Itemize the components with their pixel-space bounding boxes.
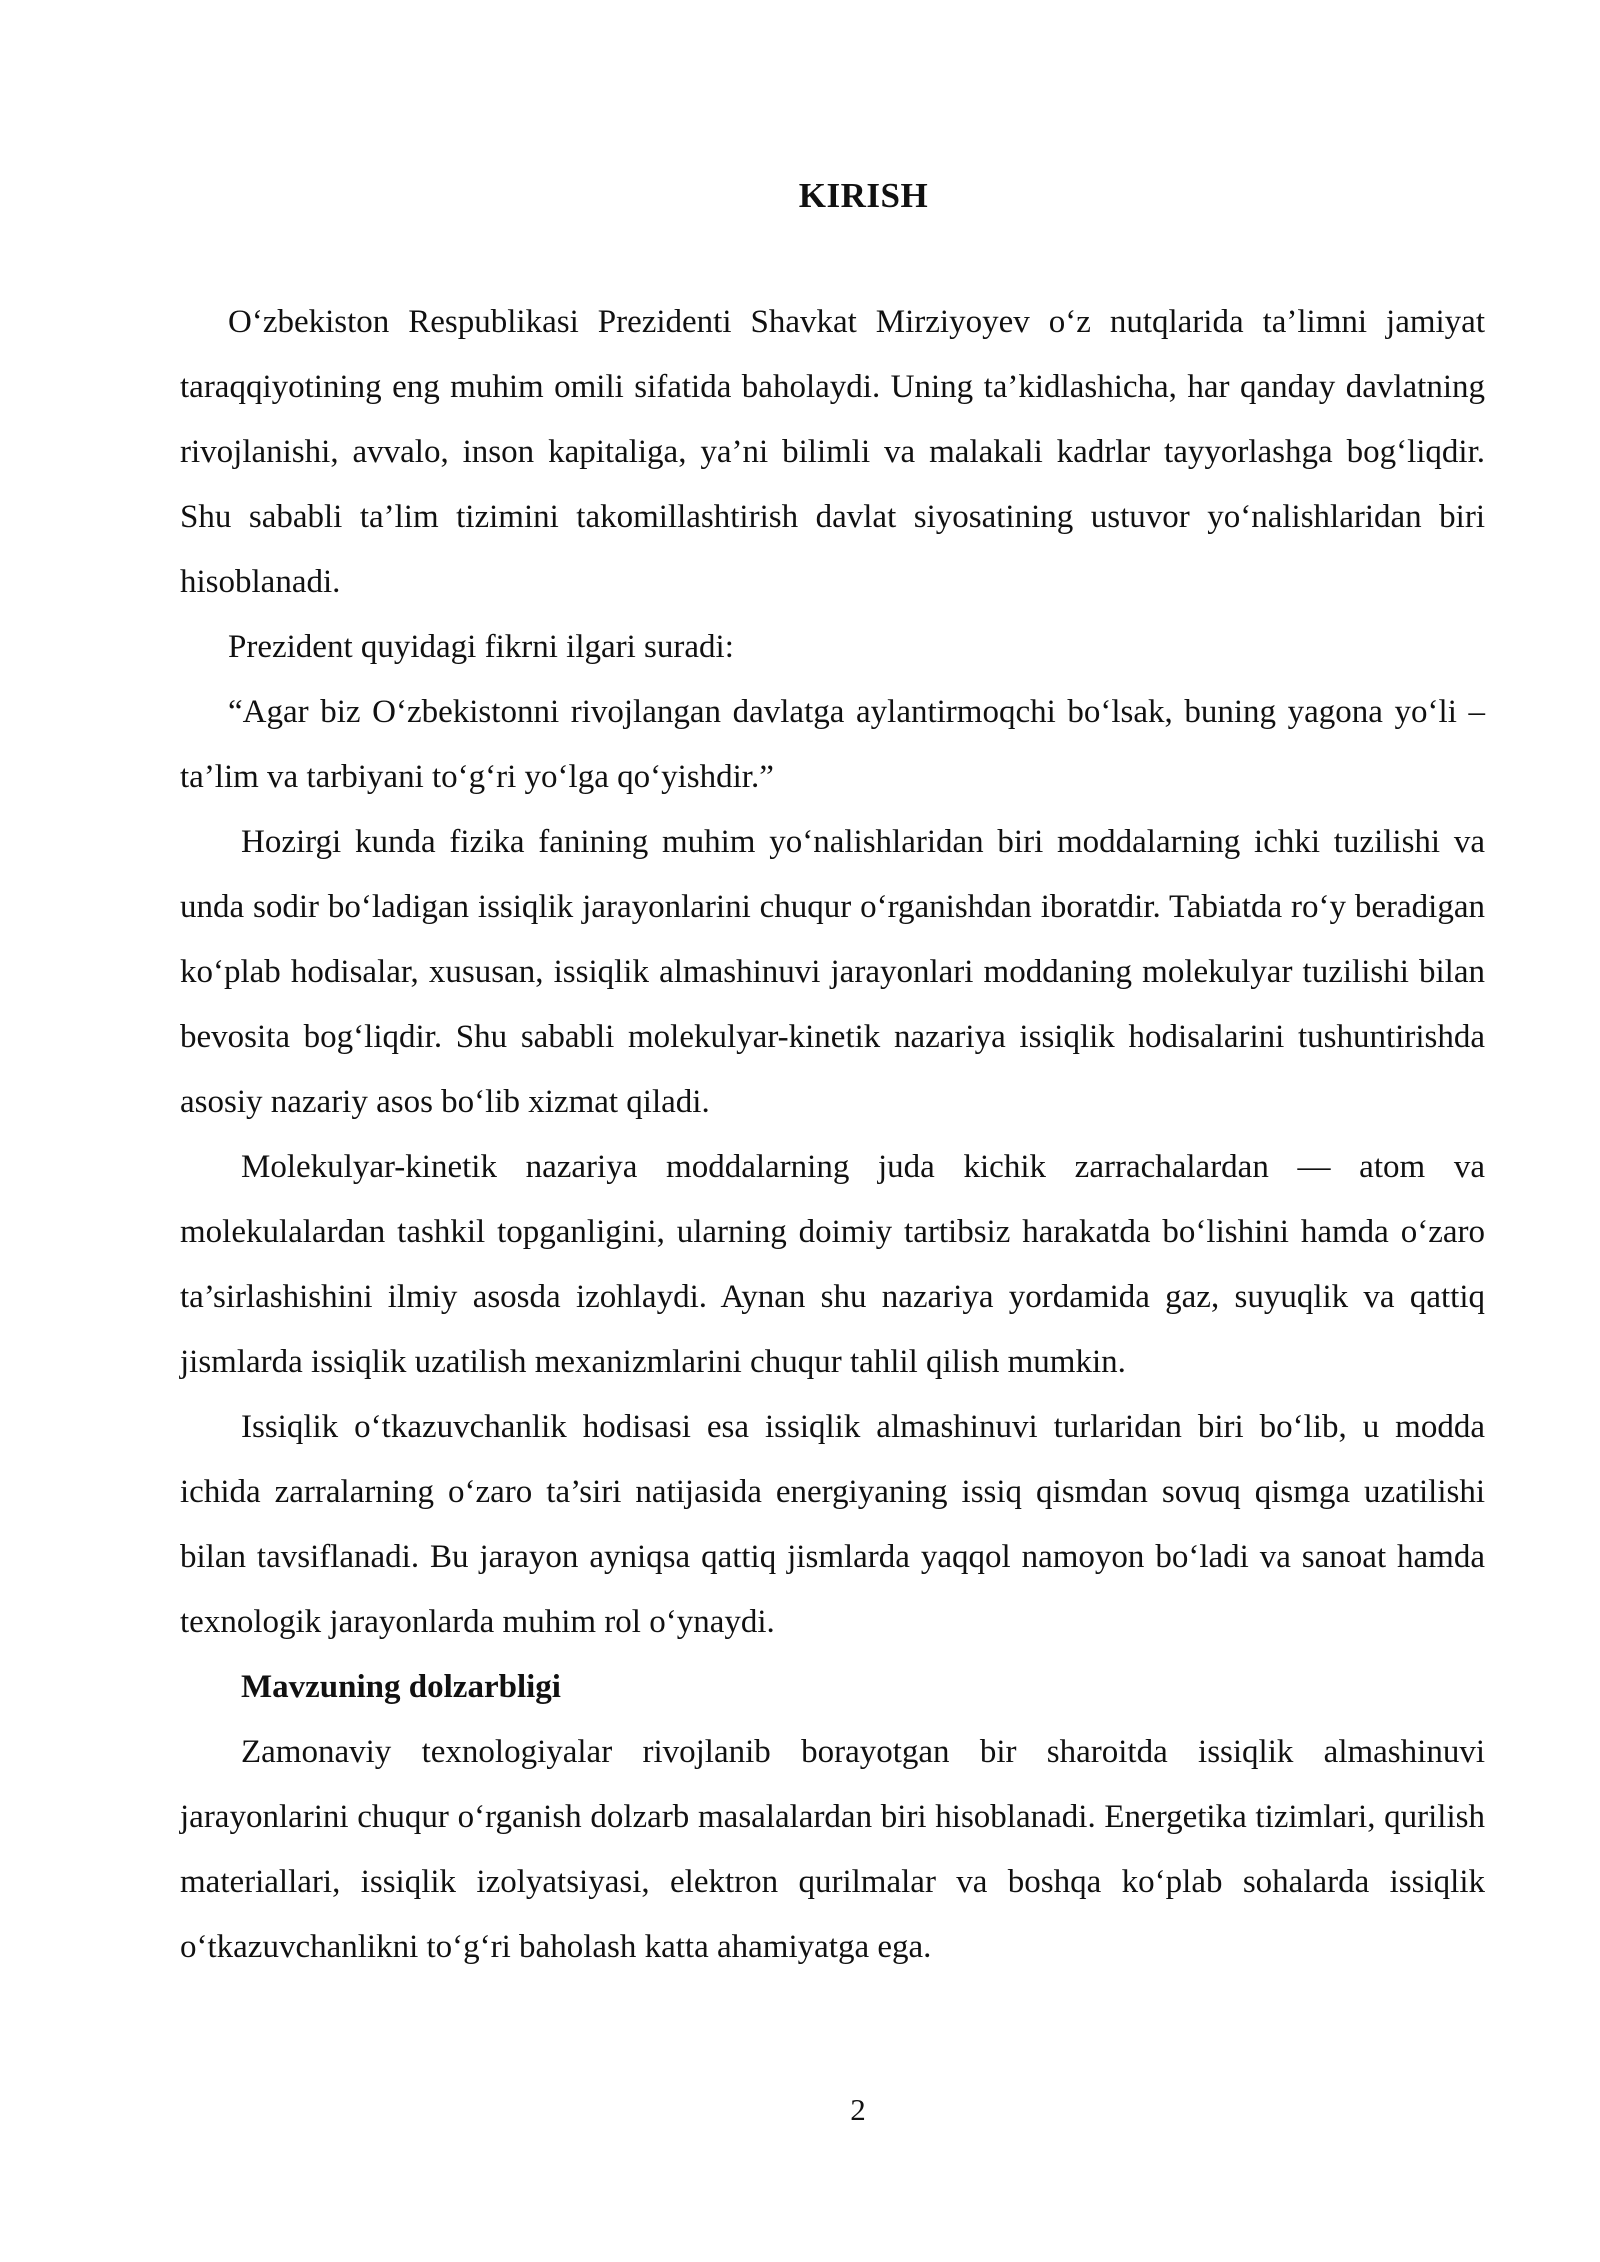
paragraph-molecular-kinetic-theory: Molekulyar-kinetik nazariya moddalarning juda kichik zarrachalardan — atom va molekulalardan tashkil topganligini, ularning doimiy tartibsiz harakatda bo‘lishini hamda o‘zaro ta’sirlashishini ilmiy asosda izohlaydi. Aynan shu nazariya yordamida gaz, suyuqlik va qattiq jismlarda issiqlik uzatilish mexanizmlarini chuqur tahlil qilish mumkin. xyxy=(180,1149,1485,1380)
section-heading-relevance: Mavzuning dolzarbligi xyxy=(241,1669,561,1705)
paragraph-quote: “Agar biz O‘zbekistonni rivojlangan davlatga aylantirmoqchi bo‘lsak, buning yagona yo‘li – ta’lim va tarbiyani to‘g‘ri yo‘lga qo‘yishdir.” xyxy=(180,694,1485,795)
paragraph-physics-direction: Hozirgi kunda fizika fanining muhim yo‘nalishlaridan biri moddalarning ichki tuzilishi va unda sodir bo‘ladigan issiqlik jarayonlarini chuqur o‘rganishdan iboratdir. Tabiatda ro‘y beradigan ko‘plab hodisalar, xususan, issiqlik almashinuvi jarayonlari moddaning molekulyar tuzilishi bilan bevosita bog‘liqdir. Shu sababli molekulyar-kinetik nazariya issiqlik hodisalarini tushuntirishda asosiy nazariy asos bo‘lib xizmat qiladi. xyxy=(180,824,1485,1120)
body-text xyxy=(180,290,1485,1980)
paragraph-relevance: Zamonaviy texnologiyalar rivojlanib borayotgan bir sharoitda issiqlik almashinuvi jarayonlarini chuqur o‘rganish dolzarb masalalardan biri hisoblanadi. Energetika tizimlari, qurilish materiallari, issiqlik izolyatsiyasi, elektron qurilmalar va boshqa ko‘plab sohalarda issiqlik o‘tkazuvchanlikni to‘g‘ri baholash katta ahamiyatga ega. xyxy=(180,1734,1485,1965)
paragraph-president-education: O‘zbekiston Respublikasi Prezidenti Shavkat Mirziyoyev o‘z nutqlarida ta’limni jamiyat taraqqiyotining eng muhim omili sifatida baholaydi. Uning ta’kidlashicha, har qanday davlatning rivojlanishi, avvalo, inson kapitaliga, ya’ni bilimli va malakali kadrlar tayyorlashga bog‘liqdir. Shu sababli ta’lim tizimini takomillashtirish davlat siyosatining ustuvor yo‘nalishlaridan biri hisoblanadi. xyxy=(180,304,1485,600)
paragraph-president-idea: Prezident quyidagi fikrni ilgari suradi: xyxy=(228,629,734,665)
paragraph-thermal-conductivity: Issiqlik o‘tkazuvchanlik hodisasi esa issiqlik almashinuvi turlaridan biri bo‘lib, u modda ichida zarralarning o‘zaro ta’siri natijasida energiyaning issiq qismdan sovuq qismga uzatilishi bilan tavsiflanadi. Bu jarayon ayniqsa qattiq jismlarda yaqqol namoyon bo‘ladi va sanoat hamda texnologik jarayonlarda muhim rol o‘ynaydi. xyxy=(180,1409,1485,1640)
page-title: KIRISH xyxy=(798,176,929,215)
page-number: 2 xyxy=(850,2092,866,2127)
